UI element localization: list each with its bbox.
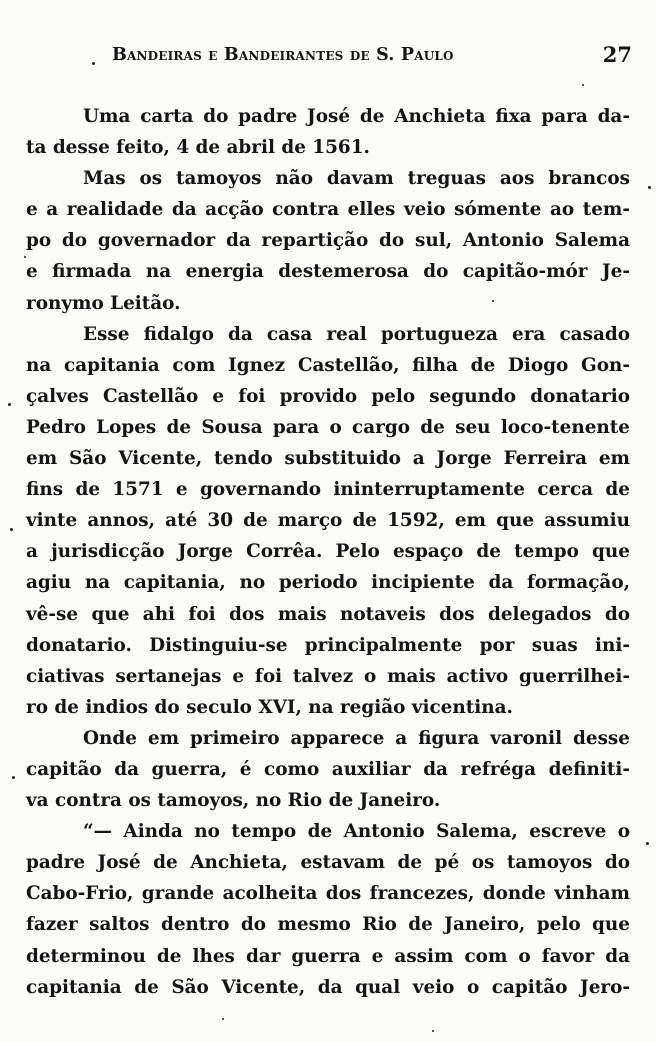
text-line: na capitania com Ignez Castellão, filha de Diogo Gon- <box>26 354 630 376</box>
scan-speck <box>432 1030 434 1032</box>
text-line: padre José de Anchieta, estavam de pé os tamoyos do <box>26 852 630 874</box>
paragraph-4 <box>26 723 630 816</box>
text-line: çalves Castellão e foi provido pelo segundo donatario <box>26 385 630 407</box>
text-line: e a realidade da acção contra elles veio sómente ao tem- <box>26 199 630 221</box>
text-line: Cabo-Frio, grande acolheita dos francezes, donde vinham <box>26 883 630 905</box>
text-line: donatario. Distinguiu-se principalmente por suas ini- <box>26 634 630 656</box>
text-line: capitão da guerra, é como auxiliar da refréga definiti- <box>26 758 630 780</box>
paragraph-3 <box>26 319 630 723</box>
scan-speck <box>24 256 26 258</box>
text-line: vê-se que ahi foi dos mais notaveis dos delegados do <box>26 603 630 625</box>
text-line: Mas os tamoyos não davam treguas aos brancos <box>83 168 630 190</box>
paragraph-5-quotation <box>26 816 630 1003</box>
text-line: Esse fidalgo da casa real portugueza era casado <box>83 323 630 345</box>
scan-speck <box>492 300 494 302</box>
text-line: Uma carta do padre José de Anchieta fixa para da- <box>83 106 630 127</box>
body-text <box>26 101 630 1003</box>
scan-speck <box>12 776 15 779</box>
scan-speck <box>646 842 649 845</box>
text-line: va contra os tamoyos, no Rio de Janeiro. <box>26 790 441 812</box>
scan-speck <box>92 62 95 65</box>
text-line: ronymo Leitão. <box>26 292 181 314</box>
scan-speck <box>222 1018 224 1020</box>
text-line: e firmada na energia destemerosa do capitão-mór Je- <box>26 261 630 283</box>
text-line: a jurisdicção Jorge Corrêa. Pelo espaço de tempo que <box>26 541 630 563</box>
paragraph-2 <box>26 163 630 318</box>
running-title: Bandeiras e Bandeirantes de S. Paulo <box>112 45 454 65</box>
text-line: capitania de São Vicente, da qual veio o capitão Jero- <box>26 976 630 998</box>
running-head <box>112 40 632 70</box>
text-line: em São Vicente, tendo substituido a Jorge Ferreira em <box>26 448 630 470</box>
scan-speck <box>8 403 11 406</box>
text-line: vinte annos, até 30 de março de 1592, em que assumiu <box>26 510 630 532</box>
text-line: determinou de lhes dar guerra e assim com o favor da <box>26 945 630 967</box>
text-line: fins de 1571 e governando ininterruptamente cerca de <box>26 479 630 501</box>
page-number: 27 <box>602 42 632 67</box>
text-line: ciativas sertanejas e foi talvez o mais activo guerrilhei- <box>26 665 630 687</box>
text-line: Onde em primeiro apparece a figura varonil desse <box>83 727 630 749</box>
scan-speck <box>10 528 13 531</box>
scan-speck <box>648 186 651 189</box>
text-line: “— Ainda no tempo de Antonio Salema, escreve o <box>83 821 630 843</box>
text-line: agiu na capitania, no periodo incipiente da formação, <box>26 572 630 594</box>
text-line: fazer saltos dentro do mesmo Rio de Janeiro, pelo que <box>26 914 630 936</box>
text-line: ro de indios do seculo XVI, na região vicentina. <box>26 696 513 718</box>
scan-speck <box>582 84 584 86</box>
text-line: po do governador da repartição do sul, Antonio Salema <box>26 230 630 252</box>
paragraph-1 <box>26 101 630 163</box>
text-line: Pedro Lopes de Sousa para o cargo de seu loco-tenente <box>26 416 630 438</box>
text-line: ta desse feito, 4 de abril de 1561. <box>26 137 370 159</box>
